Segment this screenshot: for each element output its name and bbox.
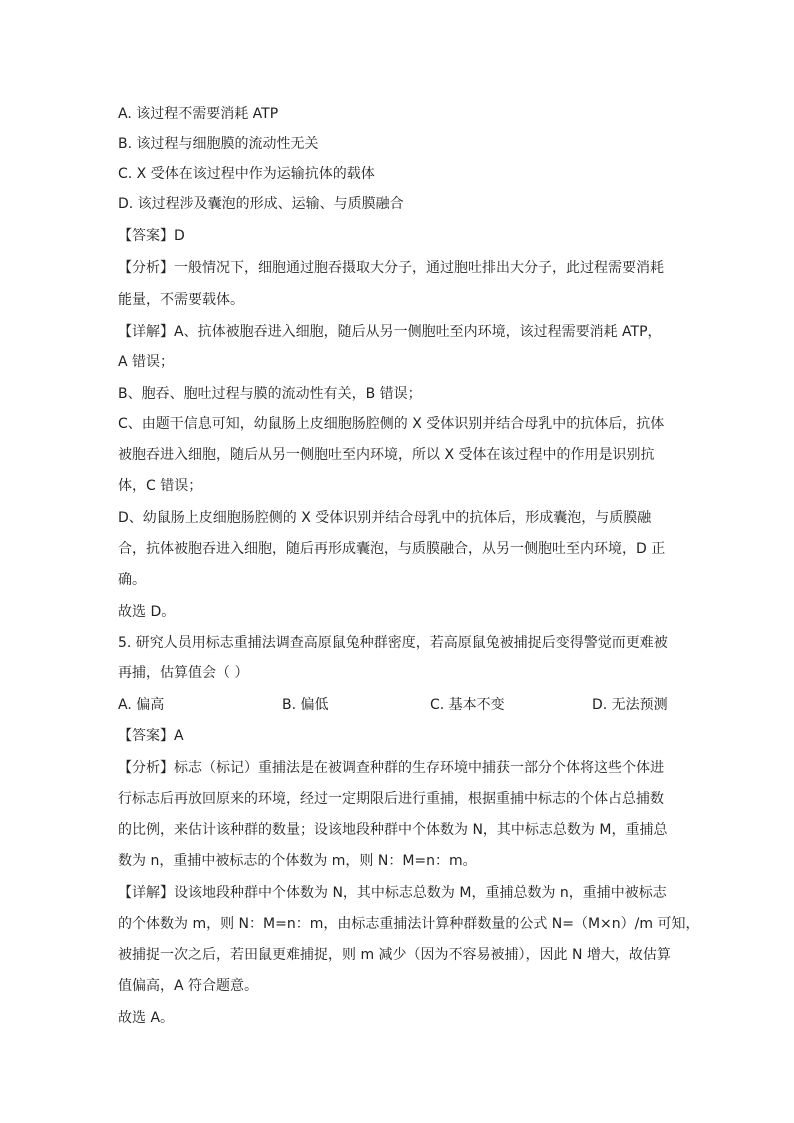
q4-option-d: D. 该过程涉及囊泡的形成、运输、与质膜融合: [118, 196, 404, 212]
q5-analysis-line-2: 行标志后再放回原来的环境，经过一定期限后进行重捕，根据重捕中标志的个体占总捕数: [118, 791, 664, 807]
q5-analysis-line-1: 【分析】标志（标记）重捕法是在被调查种群的生存环境中捕获一部分个体将这些个体进: [118, 760, 664, 776]
q5-stem-line-2: 再捕，估算值会（ ）: [118, 665, 249, 681]
q4-analysis-line-1: 【分析】一般情况下，细胞通过胞吞摄取大分子，通过胞吐排出大分子，此过程需要消耗: [118, 260, 664, 276]
q4-analysis-line-2: 能量，不需要载体。: [118, 292, 244, 308]
q4-detail-line-7: D、幼鼠肠上皮细胞肠腔侧的 X 受体识别并结合母乳中的抗体后，形成囊泡，与质膜融: [118, 510, 652, 526]
q5-analysis-line-4: 数为 n，重捕中被标志的个体数为 m，则 N：M=n：m。: [118, 853, 477, 869]
q4-detail-line-5: 被胞吞进入细胞，随后从另一侧胞吐至内环境，所以 X 受体在该过程中的作用是识别抗: [118, 447, 655, 463]
q5-option-c: C. 基本不变: [430, 697, 505, 713]
q4-detail-line-2: A 错误；: [118, 354, 175, 370]
q4-detail-line-1: 【详解】A、抗体被胞吞进入细胞，随后从另一侧胞吐至内环境，该过程需要消耗 ATP，: [118, 324, 662, 340]
q4-option-a: A. 该过程不需要消耗 ATP: [118, 106, 279, 122]
q5-detail-line-4: 值偏高，A 符合题意。: [118, 978, 259, 994]
q4-option-b: B. 该过程与细胞膜的流动性无关: [118, 136, 319, 152]
q4-option-c: C. X 受体在该过程中作为运输抗体的载体: [118, 166, 375, 182]
q5-detail-line-1: 【详解】设该地段种群中个体数为 N，其中标志总数为 M，重捕总数为 n，重捕中被标志: [118, 885, 667, 901]
q5-detail-line-3: 被捕捉一次之后，若田鼠更难捕捉，则 m 减少（因为不容易被捕），因此 N 增大，故估算: [118, 947, 671, 963]
q5-answer: 【答案】A: [118, 728, 184, 744]
q4-conclusion: 故选 D。: [118, 604, 176, 620]
q5-options-row: [118, 694, 678, 714]
q4-detail-line-4: C、由题干信息可知，幼鼠肠上皮细胞肠腔侧的 X 受体识别并结合母乳中的抗体后，抗体: [118, 416, 665, 432]
q5-option-a: A. 偏高: [118, 697, 165, 713]
q5-detail-line-2: 的个体数为 m，则 N：M=n：m，由标志重捕法计算种群数量的公式 N=（M×n）/m 可知，: [118, 916, 700, 932]
q5-conclusion: 故选 A。: [118, 1010, 175, 1026]
q4-detail-line-3: B、胞吞、胞吐过程与膜的流动性有关，B 错误；: [118, 386, 422, 402]
q4-answer: 【答案】D: [118, 228, 185, 244]
q4-detail-line-8: 合，抗体被胞吞进入细胞，随后再形成囊泡，与质膜融合，从另一侧胞吐至内环境，D 正: [118, 541, 666, 557]
q5-option-d: D. 无法预测: [592, 697, 668, 713]
q5-stem-line-1: 5. 研究人员用标志重捕法调查高原鼠兔种群密度，若高原鼠兔被捕捉后变得警觉而更难被: [118, 635, 668, 651]
q4-detail-line-9: 确。: [118, 572, 146, 588]
q5-option-b: B. 偏低: [282, 697, 329, 713]
q4-detail-line-6: 体，C 错误；: [118, 478, 203, 494]
q5-analysis-line-3: 的比例，来估计该种群的数量；设该地段种群中个体数为 N，其中标志总数为 M，重捕总: [118, 822, 668, 838]
